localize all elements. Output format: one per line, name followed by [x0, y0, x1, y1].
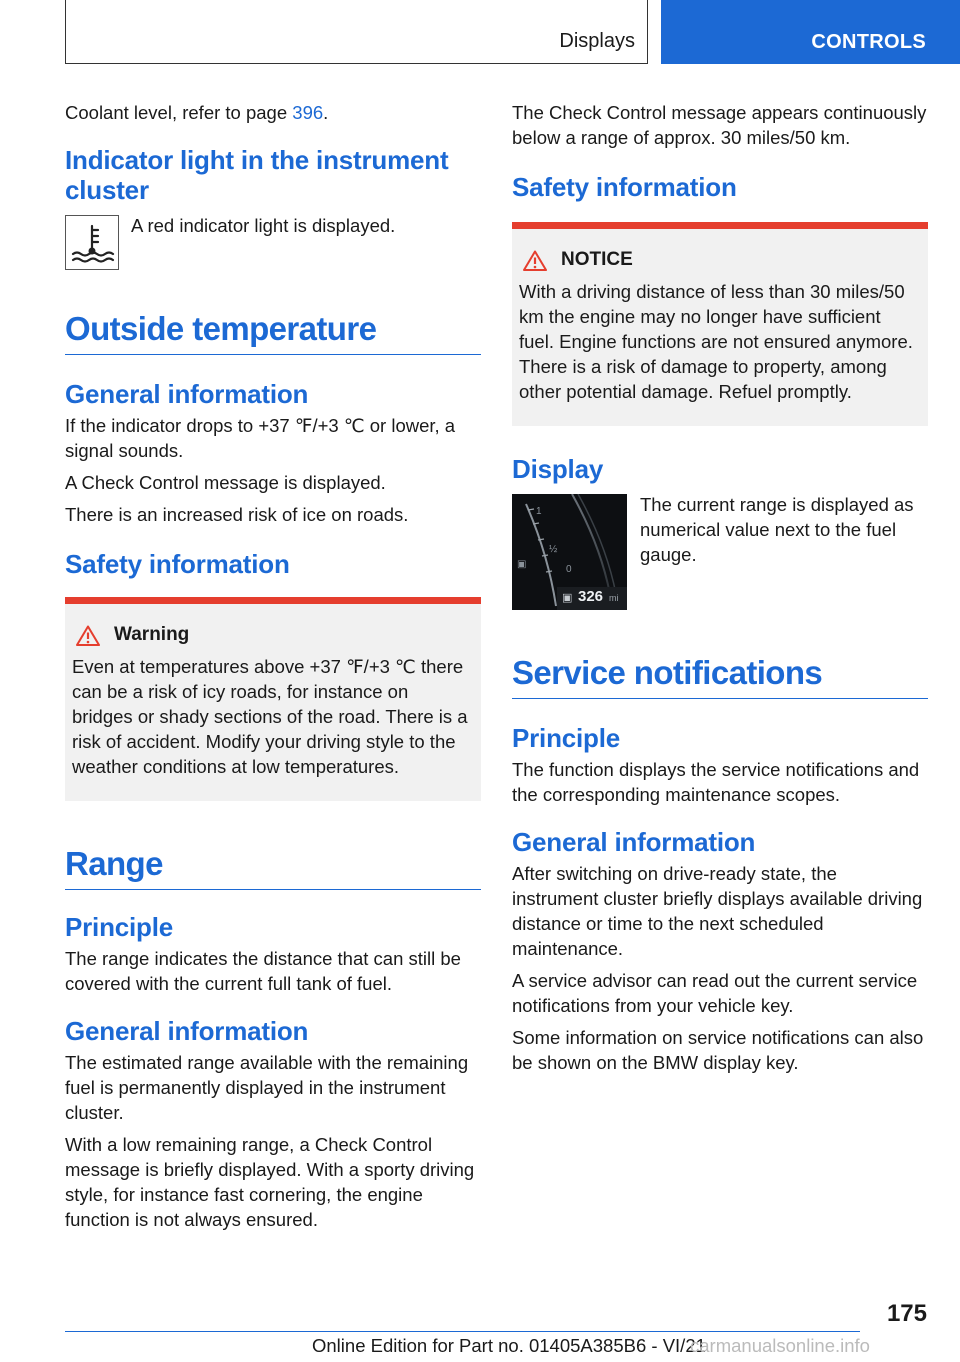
left-column — [65, 100, 481, 1239]
warning-triangle-icon — [76, 625, 100, 646]
range-general-para-2: With a low remaining range, a Check Control message is briefly displayed. With a sporty driving style, for instance fast cornering, the engine function is not always ensured. — [65, 1134, 475, 1230]
heading-general-information: General information — [65, 379, 309, 409]
range-value: 326 — [578, 588, 604, 605]
heading-indicator-light: Indicator light in the instrument cluster — [65, 145, 449, 205]
footer-edition: Online Edition for Part no. 01405A385B6 - VI/21 — [312, 1335, 706, 1356]
footer-watermark: carmanualsonline.info — [690, 1335, 870, 1356]
fuel-gauge-image — [512, 494, 627, 610]
coolant-reference: Coolant level, refer to page 396. — [65, 102, 329, 123]
page-number: 175 — [886, 1300, 927, 1327]
notice-title: NOTICE — [561, 249, 633, 270]
warning-callout — [65, 597, 481, 801]
notice-text: With a driving distance of less than 30 miles/50 km the engine may no longer have sufficient fuel. Engine functions are not ensured anymore. There is a risk of damage to property, among other potential damage. Refuel promptly. — [519, 281, 913, 402]
heading-safety-information: Safety information — [65, 549, 290, 579]
service-general-para-3: Some information on service notifications can also be shown on the BMW display key. — [512, 1027, 924, 1073]
heading-outside-temperature: Outside temperature — [65, 310, 481, 355]
gauge-tick-half: ½ — [549, 544, 558, 555]
header-section-title: Displays — [559, 30, 635, 52]
gauge-tick-1: 1 — [536, 506, 542, 517]
warning-title: Warning — [114, 624, 190, 645]
warning-title-row — [72, 624, 473, 646]
heading-service-notifications: Service notifications — [512, 654, 928, 699]
heading-safety-information-right: Safety information — [512, 172, 737, 202]
check-control-intro: The Check Control message appears continuously below a range of approx. 30 miles/50 km. — [512, 102, 927, 148]
header-chapter-tab — [661, 0, 960, 64]
heading-principle: Principle — [65, 912, 174, 942]
page-link-396[interactable]: 396 — [292, 102, 324, 123]
display-row — [512, 492, 928, 610]
general-para-2: A Check Control message is displayed. — [65, 472, 386, 493]
heading-general-information-range: General information — [65, 1016, 309, 1046]
warning-triangle-icon — [523, 250, 547, 271]
heading-display: Display — [512, 454, 604, 484]
range-unit: mi — [609, 593, 619, 603]
indicator-text: A red indicator light is displayed. — [131, 215, 396, 236]
service-general-para-2: A service advisor can read out the current service notifications from your vehicle key. — [512, 970, 918, 1016]
heading-general-information-service: General information — [512, 827, 756, 857]
fuel-pump-icon: ▣ — [517, 559, 527, 570]
header-box — [65, 0, 648, 64]
right-column — [512, 100, 928, 1082]
heading-principle-service: Principle — [512, 723, 621, 753]
notice-callout — [512, 222, 928, 426]
header-chapter-label: CONTROLS — [811, 31, 926, 53]
range-general-para-1: The estimated range available with the remaining fuel is permanently displayed in the instrument cluster. — [65, 1052, 469, 1123]
general-para-3: There is an increased risk of ice on roads. — [65, 504, 409, 525]
notice-title-row — [519, 249, 920, 271]
warning-text: Even at temperatures above +37 ℉/+3 ℃ there can be a risk of icy roads, for instance on bridges or shady sections of the road. There is a risk of accident. Modify your driving style to the weather conditions at low temperatures. — [72, 656, 468, 777]
heading-range: Range — [65, 845, 481, 890]
footer-divider — [65, 1331, 860, 1332]
service-principle-text: The function displays the service notifications and the corresponding maintenance scopes. — [512, 759, 920, 805]
general-para-1: If the indicator drops to +37 ℉/+3 ℃ or lower, a signal sounds. — [65, 415, 456, 461]
gauge-tick-0: 0 — [566, 564, 572, 575]
coolant-temperature-icon — [65, 215, 119, 270]
service-general-para-1: After switching on drive-ready state, the instrument cluster briefly displays available driving distance or time to the next scheduled maintenance. — [512, 863, 923, 959]
fuel-pump-icon: ▣ — [562, 592, 573, 604]
indicator-row — [65, 213, 481, 270]
display-text: The current range is displayed as numerical value next to the fuel gauge. — [640, 494, 914, 565]
principle-text: The range indicates the distance that can still be covered with the current full tank of fuel. — [65, 948, 461, 994]
